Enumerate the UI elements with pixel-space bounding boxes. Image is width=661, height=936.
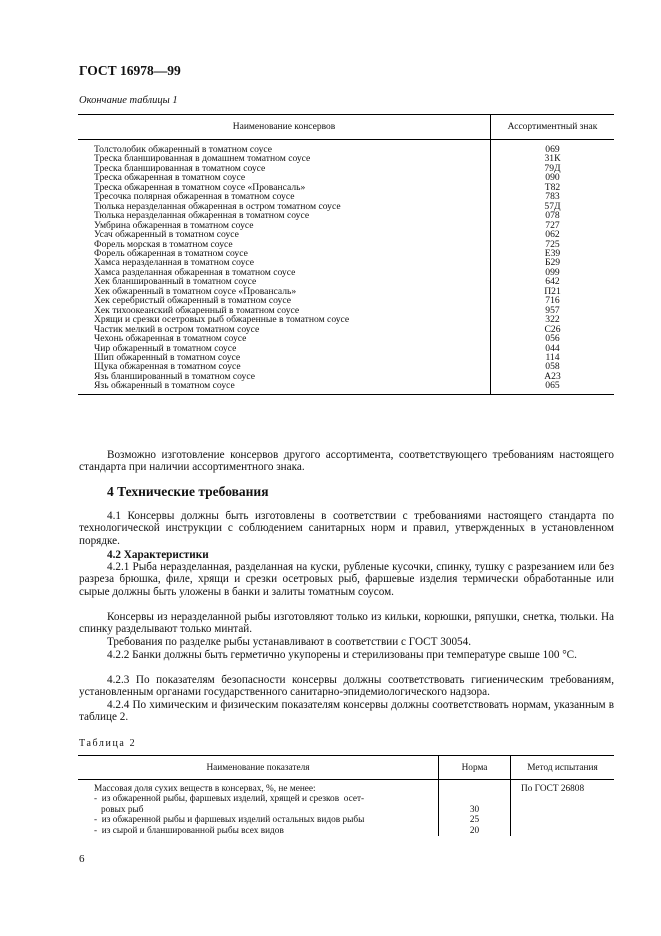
table1-row-name: Умбрина обжаренная в томатном соусе xyxy=(78,221,491,230)
table1-row-code: 062 xyxy=(545,229,560,241)
table2-method-cell xyxy=(511,780,615,836)
table1-row-name: Язь обжаренный в томатном соусе xyxy=(78,381,491,394)
para-4-2-1-c: Требования по разделке рыбы устанавливают в соответствии с ГОСТ 30054. xyxy=(107,636,472,648)
table1-caption: Окончание таблицы 1 xyxy=(79,95,178,106)
table1-row-code: 056 xyxy=(545,333,560,345)
table1-row-code: 065 xyxy=(491,381,615,394)
table1-row-name: Тресочка полярная обжаренная в томатном соусе xyxy=(78,192,491,201)
table1-row-name: Чехонь обжаренная в томатном соусе xyxy=(78,334,491,343)
table1-row-code: 322 xyxy=(545,314,560,326)
table1-row-code: 79Д xyxy=(544,162,561,174)
table2-line-text: - из обжаренной рыбы, фаршевых изделий, хрящей и срезков осет- xyxy=(94,794,365,805)
table1-row-code: 957 xyxy=(545,304,560,316)
table1-row-name: Треска бланшированная в томатном соусе xyxy=(78,164,491,173)
table1-row-code: 31К xyxy=(544,153,561,165)
para-4-2-4: 4.2.4 По химическим и физическим показателям консервы должны соответствовать нормам, указанным в таблице 2. xyxy=(79,699,614,724)
document-header: ГОСТ 16978—99 xyxy=(79,63,181,78)
table1-row-name: Хек обжаренный в томатном соусе «Провансаль» xyxy=(78,287,491,296)
table1-row xyxy=(78,140,614,155)
table1 xyxy=(78,114,614,395)
table1-row-name: Щука обжаренная в томатном соусе xyxy=(78,362,491,371)
table1-row-name: Хек бланшированный в томатном соусе xyxy=(78,277,491,286)
table2-line-norm xyxy=(439,794,510,804)
table1-row-code: П21 xyxy=(544,285,561,297)
table1-row-code: 642 xyxy=(545,276,560,288)
table2-line-text: - из сырой и бланшированной рыбы всех видов xyxy=(94,825,284,836)
table1-row-code: 099 xyxy=(545,266,560,278)
table1-row-name: Хек тихоокеанский обжаренный в томатном соусе xyxy=(78,306,491,315)
table1-row-code: 727 xyxy=(545,219,560,231)
table1-row-name: Хек серебристый обжаренный в томатном соусе xyxy=(78,296,491,305)
table2-line-text: ровых рыб xyxy=(94,804,144,815)
table1-row-code: А23 xyxy=(544,370,561,382)
table1-row-name: Форель обжаренная в томатном соусе xyxy=(78,249,491,258)
table1-row-name: Хрящи и срезки осетровых рыб обжаренные в томатном соусе xyxy=(78,315,491,324)
table1-row-name: Форель морская в томатном соусе xyxy=(78,240,491,249)
table1-row-code: 044 xyxy=(545,342,560,354)
para-4-2-2: 4.2.2 Банки должны быть герметично укупорены и стерилизованы при температуре свыше 100 °С. xyxy=(107,649,577,661)
table1-header-name: Наименование консервов xyxy=(78,115,491,140)
table1-row-name: Шип обжаренный в томатном соусе xyxy=(78,353,491,362)
table2-line-text: - из обжаренной рыбы и фаршевых изделий остальных видов рыбы xyxy=(94,815,365,826)
table1-row-name: Тюлька неразделанная обжаренная в томатном соусе xyxy=(78,211,491,220)
table1-row-code: 725 xyxy=(545,238,560,250)
table1-row-code: 716 xyxy=(545,295,560,307)
table1-row-code: 57Д xyxy=(544,200,561,212)
table1-row-name: Треска обжаренная в томатном соусе xyxy=(78,173,491,182)
table2-header-norm: Норма xyxy=(439,756,511,780)
table1-row-name: Хамса разделанная обжаренная в томатном соусе xyxy=(78,268,491,277)
table1-row-name: Толстолобик обжаренный в томатном соусе xyxy=(78,140,491,155)
para-4-2-3: 4.2.3 По показателям безопасности консервы должны соответствовать гигиеническим требованиям, установленным органами государственного санитарно-эпидемиологического надзора. xyxy=(79,674,614,699)
table1-row-name: Треска бланшированная в домашнем томатном соусе xyxy=(78,154,491,163)
table1-row-code: 078 xyxy=(545,210,560,222)
para-4-1: 4.1 Консервы должны быть изготовлены в соответствии с требованиями настоящего стандарта по технологической инструкции с соблюдением санитарных норм и правил, утвержденных в установленном порядке. xyxy=(79,510,614,547)
table1-row-name: Треска обжаренная в томатном соусе «Провансаль» xyxy=(78,183,491,192)
table1-row-name: Хамса неразделанная в томатном соусе xyxy=(78,258,491,267)
table1-row-code: 783 xyxy=(545,191,560,203)
table1-row-code: Б29 xyxy=(544,257,561,269)
table1-row-code: 090 xyxy=(545,172,560,184)
table1-row-code: 058 xyxy=(545,361,560,373)
table1-row-code: С26 xyxy=(544,323,561,335)
table2-caption: Таблица 2 xyxy=(79,738,137,749)
subsection-title: 4.2 Характеристики xyxy=(107,549,209,561)
table1-row-code: 069 xyxy=(545,144,560,155)
table1-row-name: Тюлька неразделанная обжаренная в остром томатном соусе xyxy=(78,202,491,211)
table1-row-code: 114 xyxy=(545,351,560,363)
para-4-2-1: 4.2.1 Рыба неразделанная, разделанная на куски, рубленые кусочки, спинку, тушку с разрезанием или без разреза брюшка, филе, хрящи и срезки осетровых рыб, фаршевые изделия термически обработанные или сырые должны быть уложены в банки и залиты томатным соусом. xyxy=(79,561,614,598)
table2 xyxy=(78,755,614,836)
table1-row-code: Е39 xyxy=(544,247,561,259)
table2-names-cell xyxy=(78,780,439,836)
table2-header-method: Метод испытания xyxy=(511,756,615,780)
table2-method: По ГОСТ 26808 xyxy=(521,784,585,794)
table2-line-norm xyxy=(439,784,510,794)
para-4-2-1-b: Консервы из неразделанной рыбы изготовляют только из кильки, корюшки, ряпушки, снетка, тюльки. На спинку разделывают только минтай. xyxy=(79,611,614,636)
table2-line-norm: 20 xyxy=(469,825,480,836)
table2-line-norm: 25 xyxy=(469,815,480,826)
section-title: 4 Технические требования xyxy=(107,484,269,499)
table1-row xyxy=(78,381,614,394)
table1-row-name: Усач обжаренный в томатном соусе xyxy=(78,230,491,239)
table1-row-name: Чир обжаренный в томатном соусе xyxy=(78,344,491,353)
table2-line-norm: 30 xyxy=(469,804,480,815)
table2-header-name: Наименование показателя xyxy=(78,756,439,780)
page-number: 6 xyxy=(79,853,85,865)
table1-row-code: Т82 xyxy=(544,181,561,193)
table1-row-name: Язь бланшированный в томатном соусе xyxy=(78,372,491,381)
para-note: Возможно изготовление консервов другого ассортимента, соответствующего требованиям настоящего стандарта при наличии ассортиментного знака. xyxy=(79,449,614,474)
table2-norms-cell xyxy=(439,780,511,836)
table2-line-text: Массовая доля сухих веществ в консервах, %, не менее: xyxy=(94,784,316,794)
table1-header-sign: Ассортиментный знак xyxy=(491,115,615,140)
table1-row-name: Частик мелкий в остром томатном соусе xyxy=(78,325,491,334)
